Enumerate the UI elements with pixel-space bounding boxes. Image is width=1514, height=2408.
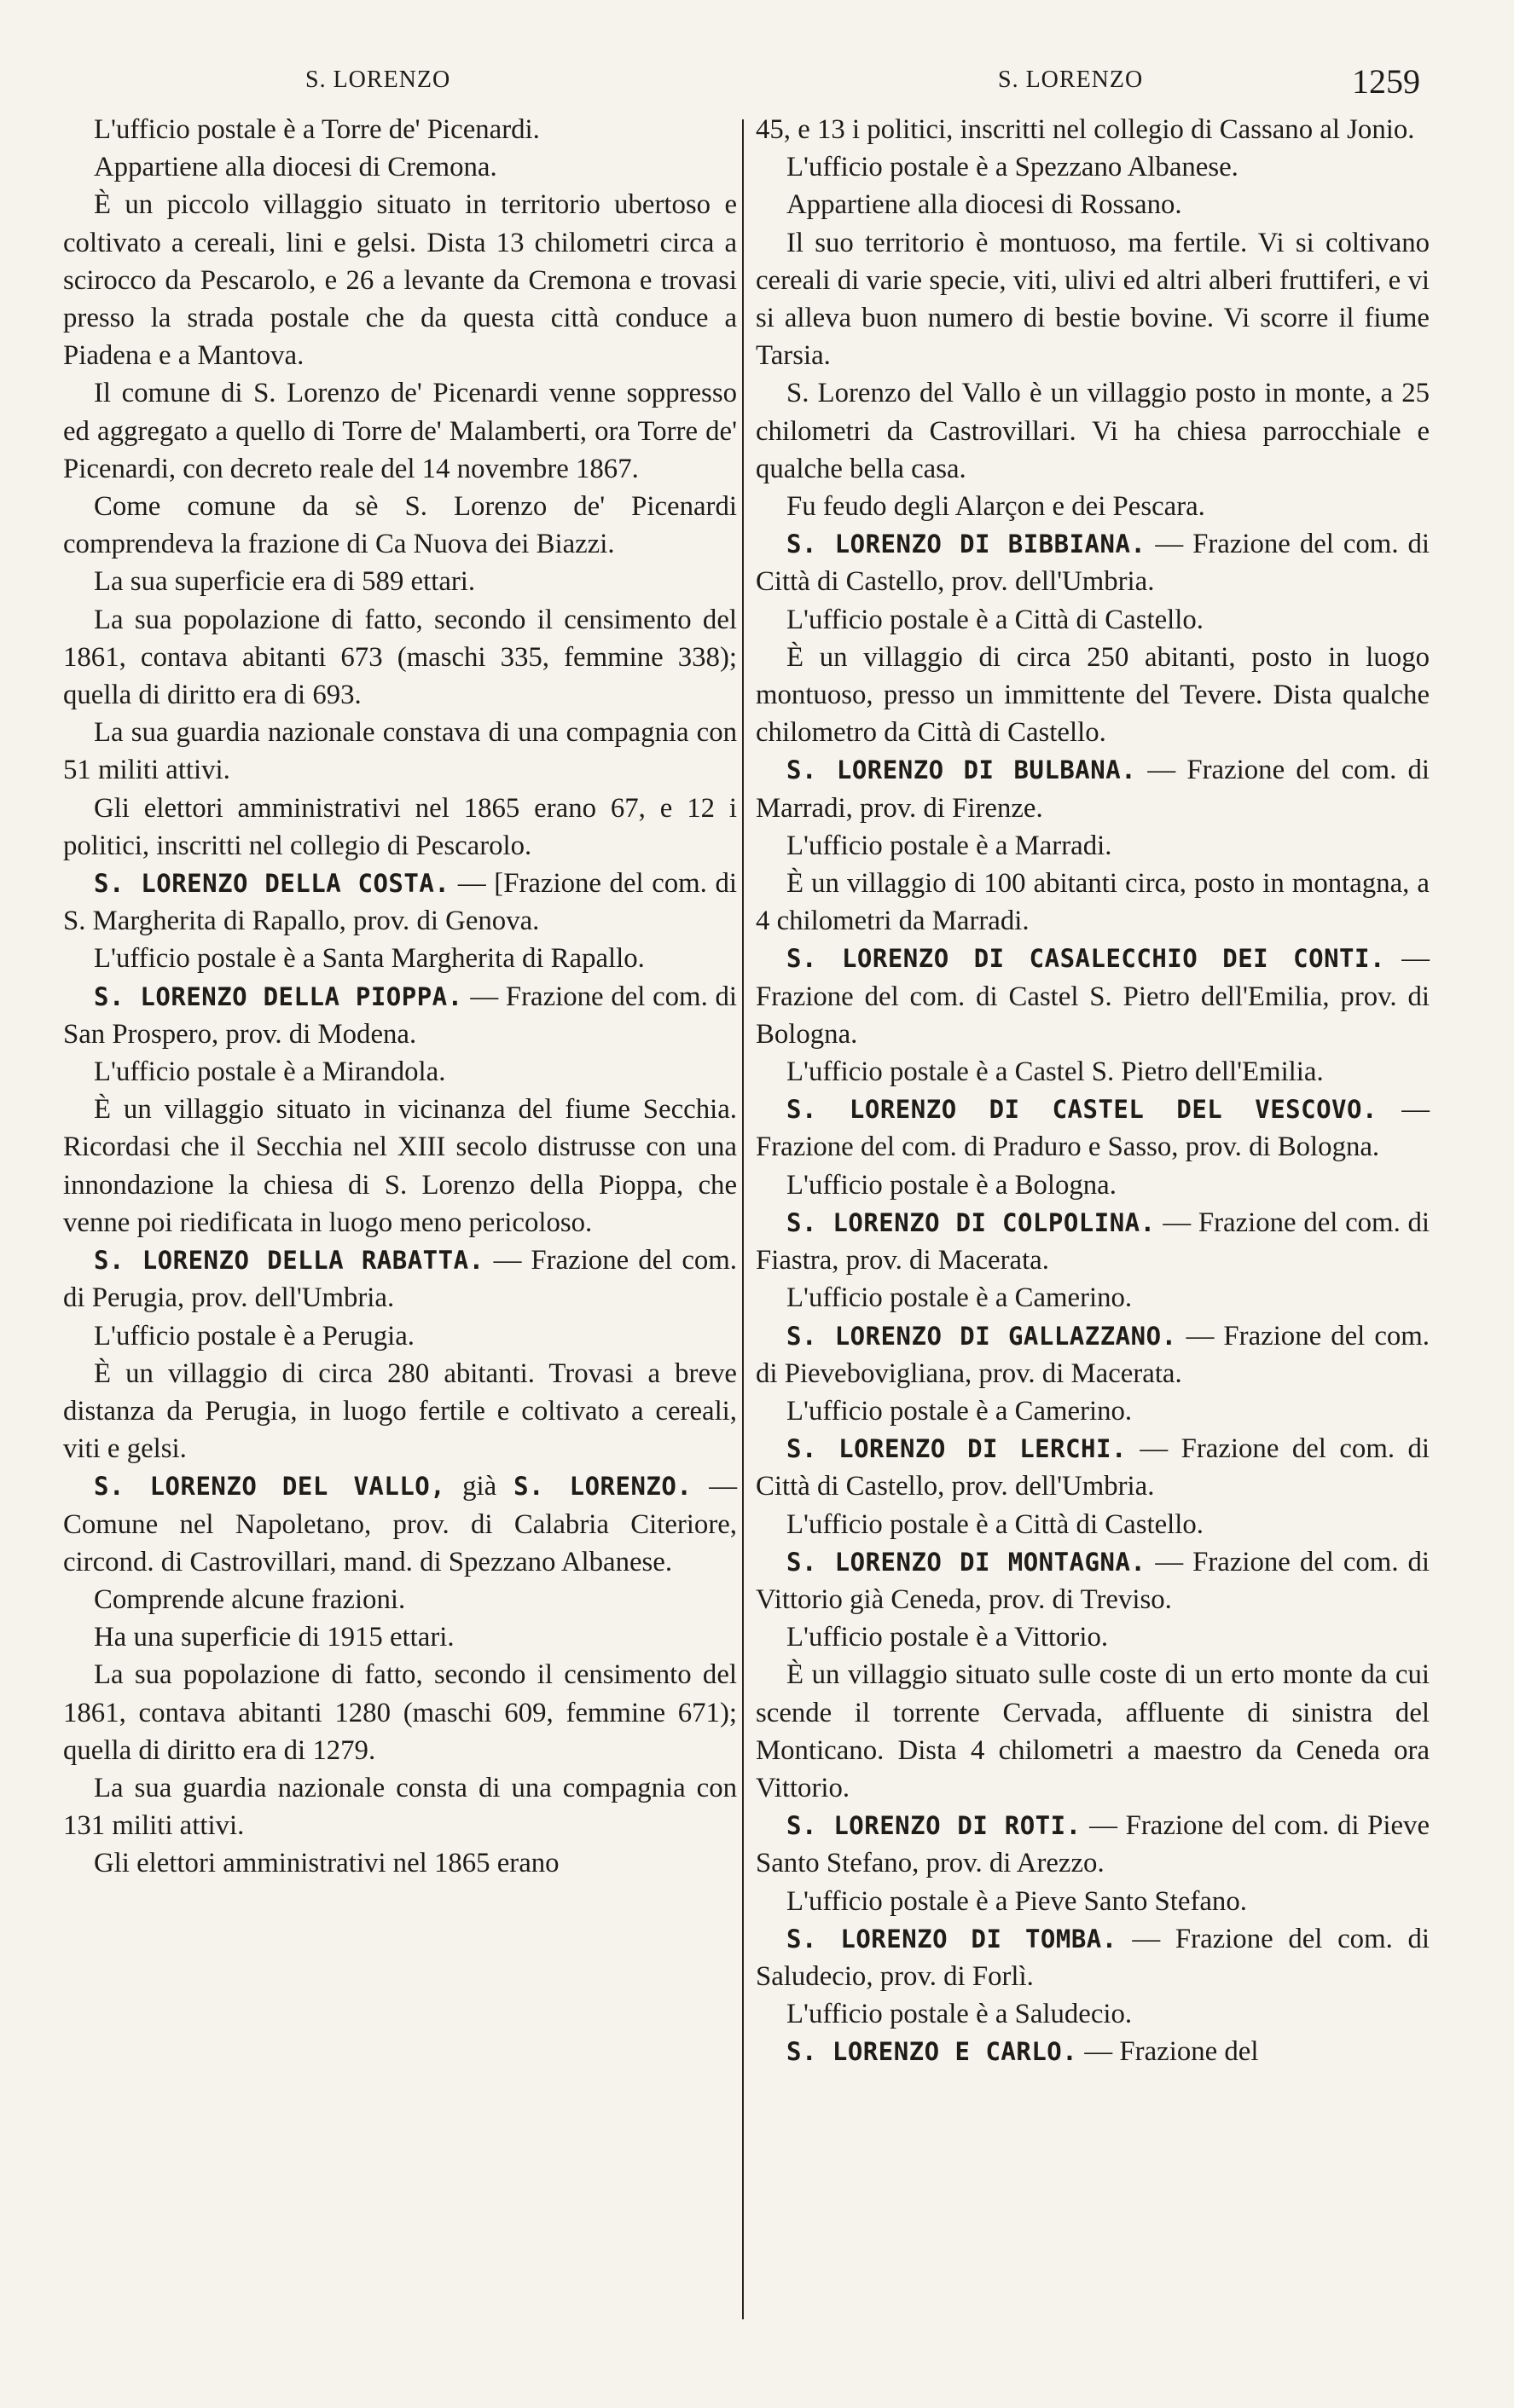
paragraph-text: L'ufficio postale è a Città di Castello.	[786, 1508, 1204, 1540]
text-paragraph	[63, 1053, 737, 1091]
paragraph-text: Gli elettori amministrativi nel 1865 erano	[94, 1848, 560, 1879]
paragraph-text: L'ufficio postale è a Vittorio.	[786, 1622, 1109, 1653]
entry-paragraph	[756, 1920, 1430, 1995]
paragraph-text: L'ufficio postale è a Spezzano Albanese.	[786, 152, 1238, 183]
page-number: 1259	[1352, 62, 1420, 101]
paragraph-text: Il suo territorio è montuoso, ma fertile. Vi si coltivano cereali di varie specie, viti, ulivi ed altri alberi fruttiferi, e vi si alleva buon numero di bestie bovine. Vi scorre il fiume Tarsia.	[756, 227, 1430, 372]
paragraph-text: È un villaggio di 100 abitanti circa, posto in montagna, a 4 chilometri da Marradi.	[756, 868, 1430, 937]
paragraph-text: — Frazione del com. di Fiastra, prov. di Macerata.	[756, 1207, 1430, 1276]
paragraph-text: Fu feudo degli Alarçon e dei Pescara.	[786, 491, 1205, 523]
paragraph-text: — Frazione del com. di Perugia, prov. dell'Umbria.	[63, 1245, 737, 1314]
entry-headword: S. LORENZO DI BIBBIANA.	[786, 530, 1146, 559]
paragraph-text: Ha una superficie di 1915 ettari.	[94, 1622, 455, 1653]
entry-paragraph	[756, 1807, 1430, 1882]
entry-headword: S. LORENZO DI MONTAGNA.	[786, 1547, 1146, 1577]
text-paragraph	[756, 601, 1430, 639]
text-paragraph	[756, 488, 1430, 525]
text-paragraph	[63, 563, 737, 600]
text-paragraph	[756, 1656, 1430, 1807]
entry-paragraph	[756, 751, 1430, 826]
entry-paragraph	[756, 1091, 1430, 1166]
left-text-column	[63, 111, 737, 1883]
text-paragraph	[756, 1392, 1430, 1430]
paragraph-text: L'ufficio postale è a Bologna.	[786, 1169, 1117, 1201]
entry-headword: S. LORENZO DI COLPOLINA.	[786, 1207, 1156, 1237]
paragraph-text: È un villaggio di circa 280 abitanti. Trovasi a breve distanza da Perugia, in luogo fertile e coltivato a cereali, viti e gelsi.	[63, 1357, 737, 1465]
paragraph-text: L'ufficio postale è a Torre de' Picenardi.	[94, 114, 540, 145]
paragraph-text: — Frazione del com. di Pievebovigliana, prov. di Macerata.	[756, 1320, 1430, 1389]
paragraph-text: Appartiene alla diocesi di Cremona.	[94, 152, 497, 183]
paragraph-text: La sua popolazione di fatto, secondo il censimento del 1861, contava abitanti 1280 (maschi 609, femmine 671); quella di diritto era di 1279.	[63, 1659, 737, 1766]
entry-paragraph	[756, 1317, 1430, 1392]
paragraph-text: Come comune da sè S. Lorenzo de' Picenardi comprendeva la frazione di Ca Nuova dei Biazzi.	[63, 491, 737, 560]
entry-headword: S. LORENZO DELLA RABATTA.	[94, 1246, 484, 1276]
entry-paragraph	[756, 1430, 1430, 1505]
text-paragraph	[756, 1618, 1430, 1656]
paragraph-text: È un villaggio situato sulle coste di un erto monte da cui scende il torrente Cervada, affluente di sinistra del Monticano. Dista 4 chilometri a maestro da Ceneda ora Vittorio.	[756, 1659, 1430, 1803]
paragraph-text: L'ufficio postale è a Città di Castello.	[786, 604, 1204, 635]
paragraph-text: — Frazione del com. di Saludecio, prov. di Forlì.	[756, 1923, 1430, 1992]
text-paragraph	[63, 1091, 737, 1242]
paragraph-text: Il comune di S. Lorenzo de' Picenardi venne soppresso ed aggregato a quello di Torre de' Malamberti, ora Torre de' Picenardi, con decreto reale del 14 novembre 1867.	[63, 378, 737, 484]
text-paragraph	[756, 1279, 1430, 1317]
entry-headword: S. LORENZO E CARLO.	[786, 2037, 1078, 2067]
paragraph-text: 45, e 13 i politici, inscritti nel collegio di Cassano al Jonio.	[756, 114, 1415, 145]
paragraph-text: Gli elettori amministrativi nel 1865 erano 67, e 12 i politici, inscritti nel collegio di Pescarolo.	[63, 792, 737, 861]
entry-headword: S. LORENZO DI ROTI.	[786, 1811, 1082, 1841]
text-paragraph	[63, 790, 737, 865]
text-paragraph	[756, 639, 1430, 752]
paragraph-text: — [Frazione del com. di S. Margherita di Rapallo, prov. di Genova.	[63, 868, 737, 937]
entry-paragraph	[63, 1242, 737, 1317]
paragraph-text: L'ufficio postale è a Mirandola.	[94, 1056, 446, 1088]
text-paragraph	[63, 111, 737, 148]
paragraph-text: — Frazione del com. di Vittorio già Ceneda, prov. di Treviso.	[756, 1546, 1430, 1615]
text-paragraph	[63, 601, 737, 715]
text-paragraph	[63, 1317, 737, 1355]
text-paragraph	[756, 1166, 1430, 1204]
paragraph-text: L'ufficio postale è a Pieve Santo Stefano.	[786, 1885, 1247, 1917]
text-paragraph	[63, 374, 737, 488]
entry-paragraph	[756, 1204, 1430, 1279]
paragraph-text: È un villaggio di circa 250 abitanti, posto in luogo montuoso, presso un immittente del Tevere. Dista qualche chilometro da Città di Castello.	[756, 641, 1430, 749]
entry-paragraph	[756, 1543, 1430, 1618]
paragraph-text: — Frazione del com. di Praduro e Sasso, prov. di Bologna.	[756, 1094, 1430, 1163]
text-paragraph	[63, 148, 737, 186]
entry-headword: S. LORENZO DI TOMBA.	[786, 1924, 1117, 1954]
entry-headword: S. LORENZO DI BULBANA.	[786, 755, 1137, 785]
entry-paragraph	[63, 865, 737, 940]
entry-headword: S. LORENZO.	[513, 1472, 693, 1502]
running-header	[60, 62, 1420, 111]
paragraph-text: È un piccolo villaggio situato in territorio ubertoso e coltivato a cereali, lini e gelsi. Dista 13 chilometri circa a scirocco da Pescarolo, e 26 a levante da Cremona e trovasi presso la strada postale che da questa città conduce a Piadena e a Mantova.	[63, 189, 737, 372]
paragraph-text: È un villaggio situato in vicinanza del fiume Secchia. Ricordasi che il Secchia nel XIII secolo distrusse con una innondazione la chiesa di S. Lorenzo della Pioppa, che venne poi riedificata in luogo meno pericoloso.	[63, 1094, 737, 1238]
text-paragraph	[756, 827, 1430, 865]
text-paragraph	[63, 1656, 737, 1769]
text-paragraph	[756, 1995, 1430, 2033]
entry-headword: S. LORENZO DEL VALLO,	[94, 1472, 446, 1502]
column-divider	[742, 119, 744, 2319]
entry-paragraph	[756, 940, 1430, 1053]
text-paragraph	[63, 714, 737, 789]
paragraph-text: La sua guardia nazionale constava di una compagnia con 51 militi attivi.	[63, 717, 737, 786]
paragraph-text: — Frazione del com. di Castel S. Pietro dell'Emilia, prov. di Bologna.	[756, 943, 1430, 1050]
paragraph-text: L'ufficio postale è a Saludecio.	[786, 1999, 1133, 2030]
entry-headword: S. LORENZO DI LERCHI.	[786, 1434, 1127, 1464]
paragraph-text: — Frazione del com. di Pieve Santo Stefano, prov. di Arezzo.	[756, 1810, 1430, 1879]
text-paragraph	[756, 186, 1430, 223]
paragraph-text: — Comune nel Napoletano, prov. di Calabria Citeriore, circond. di Castrovillari, mand. di Spezzano Albanese.	[63, 1471, 737, 1577]
paragraph-text: — Frazione del com. di Marradi, prov. di Firenze.	[756, 755, 1430, 824]
paragraph-text: — Frazione del com. di San Prospero, prov. di Modena.	[63, 981, 738, 1050]
text-paragraph	[756, 374, 1430, 488]
paragraph-text: La sua superficie era di 589 ettari.	[94, 566, 476, 598]
paragraph-text: L'ufficio postale è a Perugia.	[94, 1320, 415, 1352]
entry-headword: S. LORENZO DI GALLAZZANO.	[786, 1321, 1177, 1351]
text-paragraph	[756, 865, 1430, 940]
entry-headword: S. LORENZO DI CASTEL DEL VESCOVO.	[786, 1095, 1378, 1125]
paragraph-text: Appartiene alla diocesi di Rossano.	[786, 189, 1182, 221]
text-paragraph	[756, 1506, 1430, 1543]
paragraph-text: già	[445, 1471, 514, 1502]
entry-headword: S. LORENZO DELLA PIOPPA.	[94, 981, 463, 1011]
paragraph-text: L'ufficio postale è a Santa Margherita di Rapallo.	[94, 943, 645, 975]
left-running-head: S. LORENZO	[305, 67, 451, 93]
paragraph-text: Comprende alcune frazioni.	[94, 1583, 406, 1615]
entry-paragraph	[756, 2033, 1430, 2070]
text-paragraph	[756, 1053, 1430, 1091]
right-text-column	[756, 111, 1430, 2071]
entry-paragraph	[63, 1467, 737, 1581]
text-paragraph	[756, 1883, 1430, 1920]
text-paragraph	[756, 148, 1430, 186]
paragraph-text: — Frazione del com. di Città di Castello, prov. dell'Umbria.	[756, 529, 1430, 598]
text-paragraph	[63, 1581, 737, 1618]
text-paragraph	[63, 1769, 737, 1844]
text-paragraph	[63, 488, 737, 563]
entry-headword: S. LORENZO DELLA COSTA.	[94, 869, 450, 899]
right-running-head: S. LORENZO	[998, 67, 1144, 93]
paragraph-text: S. Lorenzo del Vallo è un villaggio posto in monte, a 25 chilometri da Castrovillari. Vi ha chiesa parrocchiale e qualche bella casa.	[756, 378, 1430, 484]
text-paragraph	[756, 111, 1430, 148]
paragraph-text: La sua guardia nazionale consta di una compagnia con 131 militi attivi.	[63, 1772, 737, 1842]
paragraph-text: La sua popolazione di fatto, secondo il censimento del 1861, contava abitanti 673 (maschi 335, femmine 338); quella di diritto era di 693.	[63, 604, 737, 711]
entry-paragraph	[63, 978, 737, 1053]
text-paragraph	[63, 1844, 737, 1882]
paragraph-text: — Frazione del	[1077, 2036, 1259, 2068]
paragraph-text: L'ufficio postale è a Marradi.	[786, 830, 1112, 861]
paragraph-text: L'ufficio postale è a Camerino.	[786, 1395, 1133, 1427]
text-paragraph	[63, 1618, 737, 1656]
entry-paragraph	[756, 525, 1430, 600]
text-paragraph	[756, 224, 1430, 375]
entry-headword: S. LORENZO DI CASALECCHIO DEI CONTI.	[786, 944, 1385, 974]
text-paragraph	[63, 940, 737, 977]
paragraph-text: L'ufficio postale è a Camerino.	[786, 1282, 1133, 1314]
paragraph-text: — Frazione del com. di Città di Castello, prov. dell'Umbria.	[756, 1433, 1430, 1502]
paragraph-text: L'ufficio postale è a Castel S. Pietro dell'Emilia.	[786, 1056, 1324, 1088]
text-paragraph	[63, 1355, 737, 1468]
text-paragraph	[63, 186, 737, 374]
